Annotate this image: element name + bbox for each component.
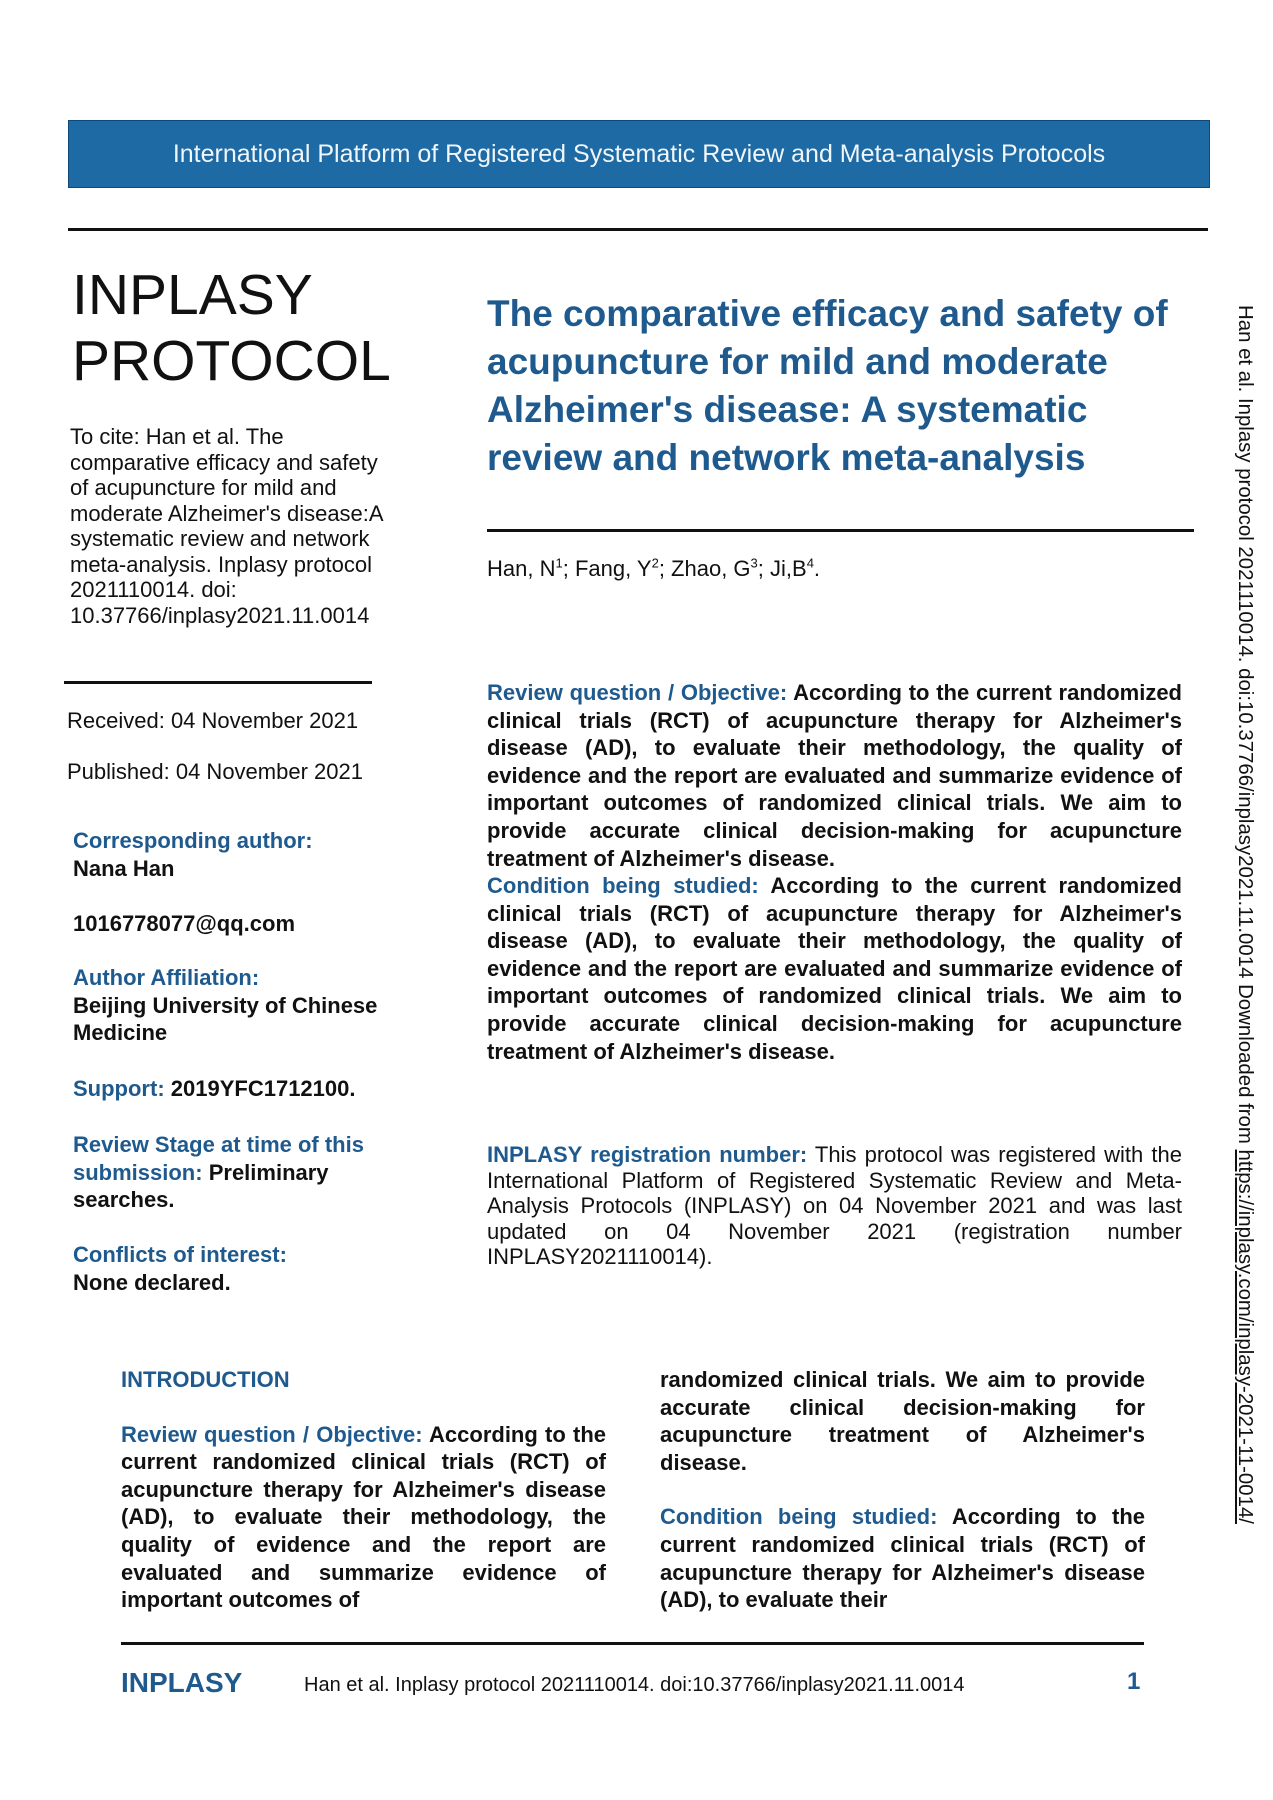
objective-label: Review question / Objective: xyxy=(487,680,788,705)
intro-continued-text: randomized clinical trials. We aim to provide accurate clinical decision-making for acupuncture treatment of Alzheimer's disease. xyxy=(660,1367,1145,1475)
affiliation-label: Author Affiliation: xyxy=(73,965,260,990)
conflicts-label: Conflicts of interest: xyxy=(73,1242,287,1267)
author-list-end: . xyxy=(813,556,821,581)
review-stage xyxy=(73,1131,403,1214)
intro-column-left xyxy=(121,1366,606,1614)
author-list xyxy=(487,556,820,582)
sidebar-rule xyxy=(64,681,372,684)
support xyxy=(73,1075,413,1103)
side-download-note xyxy=(1233,305,1256,1524)
intro-condition-text: According to the current randomized clinical trials (RCT) of acupuncture therapy for Alzheimer's disease (AD), to evaluate their xyxy=(660,1504,1146,1613)
author-name: ; Zhao, G xyxy=(658,556,751,581)
page-number: 1 xyxy=(1127,1668,1141,1695)
intro-condition-label: Condition being studied: xyxy=(660,1504,938,1530)
abstract-objective xyxy=(487,679,1182,872)
affiliation-value: Beijing University of Chinese Medicine xyxy=(73,992,378,1045)
author-affiliation-number: 1 xyxy=(555,555,563,571)
objective-text: According to the current randomized clinical trials (RCT) of acupuncture therapy for Alzheimer's disease (AD), to evaluate their methodology, the quality of evidence and the report are evaluated and summarize evidence of important outcomes of randomized clinical trials. We aim to provide accurate clinical decision-making for acupuncture treatment of Alzheimer's disease. xyxy=(487,680,1182,871)
corresponding-author-label: Corresponding author: xyxy=(73,828,313,853)
top-rule xyxy=(68,228,1208,231)
title-rule xyxy=(487,529,1194,532)
intro-condition xyxy=(660,1503,1145,1613)
author-affiliation-number: 4 xyxy=(806,555,814,571)
article-title: The comparative efficacy and safety of acupuncture for mild and moderate Alzheimer's disease: A systematic review and network meta-analysis xyxy=(487,293,1168,478)
footer-brand: INPLASY xyxy=(121,1667,243,1698)
registration-label: INPLASY registration number: xyxy=(487,1142,808,1167)
footer-citation: Han et al. Inplasy protocol 2021110014. doi:10.37766/inplasy2021.11.0014 xyxy=(304,1674,965,1696)
protocol-header xyxy=(72,262,452,394)
support-value: 2019YFC1712100. xyxy=(170,1076,356,1101)
support-label: Support: xyxy=(73,1076,165,1101)
received-date: Received: 04 November 2021 xyxy=(67,708,359,733)
protocol-header-line1: INPLASY xyxy=(72,263,313,327)
published-date: Published: 04 November 2021 xyxy=(67,759,363,784)
author-affiliation-number: 3 xyxy=(750,555,758,571)
conflicts xyxy=(73,1241,413,1296)
author-affiliation-number: 2 xyxy=(651,555,659,571)
intro-objective xyxy=(121,1421,606,1614)
author-name: Han, N xyxy=(487,556,556,581)
footer-rule xyxy=(121,1642,1144,1645)
protocol-header-line2: PROTOCOL xyxy=(72,329,391,393)
abstract-condition xyxy=(487,872,1182,1065)
author-name: ; Ji,B xyxy=(757,556,807,581)
review-stage-label: Review Stage at time of this submission: xyxy=(73,1132,364,1185)
intro-objective-label: Review question / Objective: xyxy=(121,1421,423,1447)
email-text: 1016778077@qq.com xyxy=(73,911,296,936)
review-stage-value: Preliminary searches. xyxy=(73,1159,329,1212)
introduction-heading: INTRODUCTION xyxy=(121,1367,290,1392)
author-affiliation xyxy=(73,964,413,1047)
download-link[interactable]: https://inplasy.com/inplasy-2021-11-0014/ xyxy=(1234,1149,1256,1524)
registration-info xyxy=(487,1142,1182,1270)
condition-label: Condition being studied: xyxy=(487,873,759,898)
corresponding-author-name: Nana Han xyxy=(73,855,175,881)
condition-text: According to the current randomized clinical trials (RCT) of acupuncture therapy for Alzheimer's disease (AD), to evaluate their methodology, the quality of evidence and the report are evaluated and summarize evidence of important outcomes of randomized clinical trials. We aim to provide accurate clinical decision-making for acupuncture treatment of Alzheimer's disease. xyxy=(487,873,1182,1064)
intro-column-right xyxy=(660,1366,1145,1614)
author-email xyxy=(73,910,413,938)
download-note-text: Han et al. Inplasy protocol 2021110014. doi:10.37766/inplasy2021.11.0014 Downloaded from xyxy=(1234,305,1256,1150)
citation: To cite: Han et al. The comparative efficacy and safety of acupuncture for mild and moderate Alzheimer's disease:A systematic review and network meta-analysis. Inplasy protocol 2021110014. doi: 10.37766/inplasy2021.11.0014 xyxy=(70,424,383,628)
conflicts-value: None declared. xyxy=(73,1269,231,1295)
registration-text: This protocol was registered with the International Platform of Registered Systematic Review and Meta-Analysis Protocols (INPLASY) on 04 November 2021 and was last updated on 04 November 2021 (registration number INPLASY2021110014). xyxy=(487,1142,1182,1269)
intro-objective-text: According to the current randomized clinical trials (RCT) of acupuncture therapy for Alzheimer's disease (AD), to evaluate their methodology, the quality of evidence and the report are evaluated and summarize evidence of important outcomes of xyxy=(121,1421,606,1613)
author-name: ; Fang, Y xyxy=(562,556,652,581)
platform-banner: International Platform of Registered Systematic Review and Meta-analysis Protocols xyxy=(68,120,1210,188)
corresponding-author xyxy=(73,827,413,882)
